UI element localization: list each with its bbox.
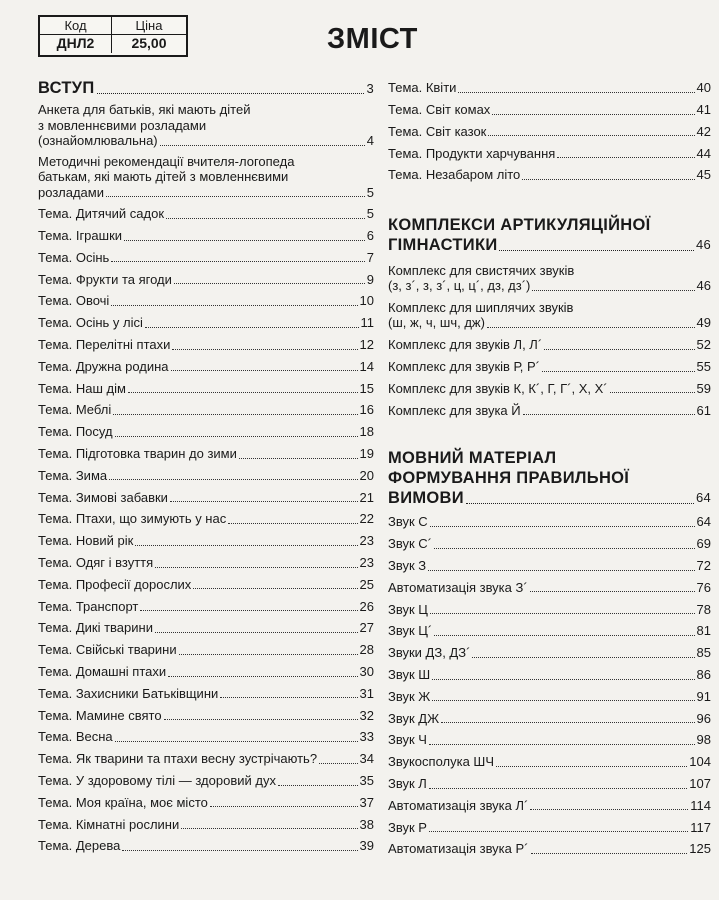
dot-leader	[530, 809, 688, 810]
dot-leader	[429, 744, 695, 745]
toc-sound-entries	[388, 508, 711, 857]
dot-leader	[432, 700, 694, 701]
toc-multiline-entries	[38, 102, 374, 200]
page-number: 22	[359, 511, 374, 527]
entry-title: Тема. Квіти	[388, 80, 457, 96]
page-number: 42	[696, 123, 711, 139]
toc-entry[interactable]	[38, 396, 374, 418]
toc-entry[interactable]	[388, 726, 711, 748]
page-number: 107	[689, 776, 711, 792]
toc-entry[interactable]	[38, 832, 374, 854]
price-value: 25,00	[131, 35, 167, 51]
dot-leader	[115, 741, 358, 742]
dot-leader	[174, 283, 365, 284]
entry-title: Тема. Незабаром літо	[388, 167, 521, 183]
dot-leader	[319, 763, 357, 764]
dot-leader	[140, 610, 357, 611]
entry-title-line: Анкета для батьків, які мають дітей	[38, 102, 251, 117]
page-number: 37	[359, 794, 374, 810]
page-number: 12	[359, 337, 374, 353]
toc-right-column	[388, 74, 711, 857]
dot-leader	[115, 436, 358, 437]
toc-entry[interactable]	[38, 527, 374, 549]
page-number: 72	[696, 558, 711, 574]
dot-leader	[532, 290, 694, 291]
entry-title: Тема. Одяг і взуття	[38, 555, 154, 571]
page-number: 104	[689, 754, 711, 770]
toc-entry[interactable]	[38, 549, 374, 571]
dot-leader	[171, 370, 358, 371]
dot-leader	[429, 788, 687, 789]
page-number: 96	[696, 710, 711, 726]
page-number: 15	[359, 380, 374, 396]
page-number: 117	[690, 819, 711, 835]
page-number: 5	[366, 206, 374, 222]
entry-title: Тема. Птахи, що зимують у нас	[38, 511, 227, 527]
entry-title: Звук Р	[388, 819, 427, 835]
entry-title: Звук С	[388, 514, 428, 530]
entry-title: Звук Л	[388, 776, 427, 792]
toc-entry[interactable]	[388, 639, 711, 661]
page-number: 21	[359, 489, 374, 505]
dot-leader	[544, 349, 694, 350]
page-number: 5	[366, 184, 374, 200]
entry-title: Тема. Весна	[38, 729, 113, 745]
toc-entry[interactable]	[38, 265, 374, 287]
dot-leader	[472, 657, 694, 658]
toc-section-intro[interactable]	[38, 74, 374, 98]
entry-title-line: (ознайомлювальна)	[38, 133, 158, 148]
entry-title: Тема. Іграшки	[38, 228, 123, 244]
dot-leader	[109, 479, 357, 480]
entry-title: Звук З	[388, 558, 427, 574]
section-title-line: МОВНИЙ МАТЕРІАЛ	[388, 449, 557, 468]
page-number: 41	[696, 102, 711, 118]
dot-leader	[430, 613, 695, 614]
entry-title: Звук С´	[388, 536, 432, 552]
page-number: 27	[359, 620, 374, 636]
dot-leader	[542, 371, 695, 372]
page-number: 114	[690, 797, 711, 813]
dot-leader	[106, 196, 365, 197]
entry-title: Тема. Моя країна, моє місто	[38, 794, 208, 810]
dot-leader	[530, 591, 695, 592]
dot-leader	[239, 458, 358, 459]
toc-entry[interactable]	[38, 462, 374, 484]
toc-entry[interactable]	[38, 222, 374, 244]
entry-title: Тема. Як тварини та птахи весну зустрічають?	[38, 751, 318, 767]
dot-leader	[193, 588, 357, 589]
entry-title-line: батькам, які мають дітей з мовленнєвими	[38, 169, 289, 184]
dot-leader	[220, 697, 357, 698]
code-value: ДНЛ2	[40, 35, 112, 53]
page-number: 49	[696, 315, 711, 331]
toc-entry[interactable]	[388, 530, 711, 552]
entry-title: Тема. Продукти харчування	[388, 145, 556, 161]
toc-complex-multiline	[388, 263, 711, 331]
toc-entry[interactable]	[38, 745, 374, 767]
section-title-line: КОМПЛЕКСИ АРТИКУЛЯЦІЙНОЇ	[388, 215, 651, 234]
dot-leader	[210, 806, 358, 807]
toc-entry[interactable]	[38, 571, 374, 593]
entry-title: Звук Ц	[388, 601, 428, 617]
entry-title: Тема. Кімнатні рослини	[38, 816, 180, 832]
entry-title: Тема. Дерева	[38, 838, 121, 854]
page-number: 28	[359, 642, 374, 658]
entry-title: Автоматизація звука Л´	[388, 797, 529, 813]
toc-entry[interactable]	[38, 418, 374, 440]
page-number: 38	[359, 816, 374, 832]
dot-leader	[179, 654, 358, 655]
page-number: 55	[696, 359, 711, 375]
toc-entry[interactable]	[388, 574, 711, 596]
toc-entry[interactable]	[38, 440, 374, 462]
entry-title-line: Комплекс для свистячих звуків	[388, 262, 575, 278]
page-number: 45	[696, 167, 711, 183]
toc-entry[interactable]	[38, 636, 374, 658]
entry-title: Тема. Світ казок	[388, 123, 487, 139]
entry-title: Тема. Овочі	[38, 293, 110, 309]
entry-title: Тема. Зима	[38, 467, 108, 483]
entry-title: Тема. Наш дім	[38, 380, 126, 396]
entry-title: Тема. Перелітні птахи	[38, 337, 171, 353]
toc-entry[interactable]	[388, 770, 711, 792]
entry-title: Звук Ц´	[388, 623, 433, 639]
dot-leader	[111, 305, 357, 306]
dot-leader	[428, 570, 694, 571]
page-number: 32	[359, 707, 374, 723]
page-number: 23	[359, 555, 374, 571]
toc-entry[interactable]	[388, 353, 711, 375]
dot-leader	[429, 831, 688, 832]
toc-multiline-entry[interactable]	[388, 263, 711, 294]
toc-entry[interactable]	[388, 683, 711, 705]
toc-entry[interactable]	[388, 792, 711, 814]
dot-leader	[557, 157, 694, 158]
dot-leader	[523, 414, 695, 415]
page-number: 18	[359, 424, 374, 440]
toc-left-column	[38, 74, 374, 854]
page-number: 6	[366, 228, 374, 244]
entry-title: Тема. Дикі тварини	[38, 620, 153, 636]
page-number: 85	[696, 645, 711, 661]
dot-leader	[155, 567, 357, 568]
page-number: 98	[696, 732, 711, 748]
toc-entry[interactable]	[388, 595, 711, 617]
toc-entry[interactable]	[388, 748, 711, 770]
toc-entry[interactable]	[38, 614, 374, 636]
page-number: 11	[360, 315, 374, 331]
page-number: 81	[696, 623, 711, 639]
entry-title: Тема. Осінь	[38, 249, 110, 265]
toc-entry[interactable]	[388, 96, 711, 118]
entry-title: Тема. Осінь у лісі	[38, 315, 143, 331]
toc-multiline-entry[interactable]	[38, 102, 374, 149]
page-number: 91	[696, 688, 711, 704]
section-title-line: ВИМОВИ	[388, 489, 464, 508]
page-number: 25	[359, 576, 374, 592]
dot-leader	[160, 145, 365, 146]
page-number: 7	[366, 249, 374, 265]
toc-entry[interactable]	[388, 396, 711, 418]
entry-title: Тема. Транспорт	[38, 598, 139, 614]
entry-title: Звуки ДЗ, ДЗ´	[388, 645, 471, 661]
entry-title: Тема. Новий рік	[38, 533, 134, 549]
entry-title: Звук ДЖ	[388, 710, 440, 726]
page-number: 46	[696, 278, 711, 294]
page-number: 125	[689, 841, 711, 857]
dot-leader	[432, 679, 694, 680]
dot-leader	[531, 853, 688, 854]
section-title-line: ФОРМУВАННЯ ПРАВИЛЬНОЇ	[388, 469, 630, 488]
page-number: 64	[696, 514, 711, 530]
dot-leader	[124, 240, 365, 241]
toc-entry[interactable]	[388, 74, 711, 96]
entry-title: Тема. Захисники Батьківщини	[38, 685, 219, 701]
entry-title: Тема. Підготовка тварин до зими	[38, 446, 237, 462]
page-number: 35	[359, 773, 374, 789]
toc-section-articulation[interactable]	[388, 215, 711, 255]
toc-entry[interactable]	[38, 723, 374, 745]
entry-title: Звук Ч	[388, 732, 427, 748]
toc-entry[interactable]	[38, 505, 374, 527]
toc-entry[interactable]	[388, 552, 711, 574]
dot-leader	[128, 392, 358, 393]
entry-title: Комплекс для звуків К, К´, Г, Г´, Х, Х´	[388, 380, 608, 396]
entry-title: Тема. Свійські тварини	[38, 642, 177, 658]
page-number: 34	[359, 751, 374, 767]
entry-title: Тема. Посуд	[38, 424, 113, 440]
entry-title: Комплекс для звуків Р, Р´	[388, 359, 540, 375]
dot-leader	[434, 635, 694, 636]
toc-entry[interactable]	[388, 661, 711, 683]
dot-leader	[97, 93, 365, 94]
dot-leader	[172, 349, 357, 350]
toc-entry[interactable]	[388, 375, 711, 397]
page-number: 61	[696, 402, 711, 418]
page-number: 30	[359, 664, 374, 680]
toc-entry[interactable]	[388, 835, 711, 857]
dot-leader	[145, 327, 359, 328]
page-number: 23	[359, 533, 374, 549]
toc-entries	[38, 200, 374, 854]
entry-title: Автоматизація звука З´	[388, 579, 528, 595]
page-number: 52	[696, 337, 711, 353]
section-title: ВСТУП	[38, 79, 95, 97]
toc-entry[interactable]	[388, 617, 711, 639]
page-title: ЗМІСТ	[327, 23, 418, 55]
toc-entry[interactable]	[38, 592, 374, 614]
dot-leader	[228, 523, 357, 524]
code-price-table	[38, 15, 188, 57]
page-number: 4	[366, 133, 374, 148]
dot-leader	[441, 722, 694, 723]
page-number: 14	[359, 358, 374, 374]
toc-entry[interactable]	[388, 161, 711, 183]
dot-leader	[113, 414, 357, 415]
entry-title-line: з мовленнєвими розладами	[38, 117, 207, 133]
entry-title: Звукосполука ШЧ	[388, 754, 494, 770]
page-number: 20	[359, 467, 374, 483]
page-number: 19	[359, 446, 374, 462]
dot-leader	[434, 548, 695, 549]
dot-leader	[458, 92, 694, 93]
page-number: 76	[696, 579, 711, 595]
page-number: 10	[359, 293, 374, 309]
toc-entry[interactable]	[38, 789, 374, 811]
toc-entry[interactable]	[38, 701, 374, 723]
dot-leader	[278, 785, 358, 786]
entry-title: Тема. Фрукти та ягоди	[38, 271, 172, 287]
toc-entry[interactable]	[38, 810, 374, 832]
toc-entry[interactable]	[388, 139, 711, 161]
page-number: 3	[366, 81, 374, 96]
entry-title: Тема. Меблі	[38, 402, 112, 418]
dot-leader	[170, 501, 358, 502]
entry-title: Звук Ш	[388, 667, 431, 683]
page-number: 46	[695, 236, 711, 252]
dot-leader	[111, 261, 364, 262]
page-number: 44	[696, 145, 711, 161]
toc-entry[interactable]	[38, 483, 374, 505]
entry-title: Тема. Дитячий садок	[38, 206, 165, 222]
entry-title: Тема. Домашні птахи	[38, 664, 167, 680]
page-number: 86	[696, 667, 711, 683]
toc-section-language[interactable]	[388, 448, 711, 508]
toc-entry[interactable]	[388, 508, 711, 530]
dot-leader	[155, 632, 358, 633]
entry-title: Тема. Мамине свято	[38, 707, 162, 723]
dot-leader	[168, 676, 357, 677]
page-number: 9	[366, 271, 374, 287]
dot-leader	[610, 392, 695, 393]
toc-entry[interactable]	[38, 680, 374, 702]
toc-complex-entries	[388, 331, 711, 418]
entry-title: Тема. У здоровому тілі — здоровий дух	[38, 773, 276, 789]
dot-leader	[488, 135, 694, 136]
price-label: Ціна	[112, 17, 186, 35]
dot-leader	[492, 114, 694, 115]
dot-leader	[166, 218, 365, 219]
toc-entry[interactable]	[38, 331, 374, 353]
entry-title: Тема. Зимові забавки	[38, 489, 168, 505]
dot-leader	[522, 179, 694, 180]
toc-entry[interactable]	[388, 813, 711, 835]
dot-leader	[135, 545, 357, 546]
toc-multiline-entry[interactable]	[38, 154, 374, 201]
entry-title: Комплекс для звука Й	[388, 402, 521, 418]
entry-title-line: Методичні рекомендації вчителя-логопеда	[38, 153, 295, 169]
dot-leader	[430, 526, 695, 527]
toc-entries-top	[388, 74, 711, 183]
page-number: 26	[359, 598, 374, 614]
entry-title-line: (ш, ж, ч, шч, дж)	[388, 315, 485, 331]
page-number: 59	[696, 380, 711, 396]
dot-leader	[496, 766, 687, 767]
toc-entry[interactable]	[38, 658, 374, 680]
toc-entry[interactable]	[38, 200, 374, 222]
entry-title-line: (з, з´, з, з´, ц, ц´, дз, дз´)	[388, 278, 531, 294]
entry-title: Тема. Професії дорослих	[38, 576, 192, 592]
dot-leader	[181, 828, 357, 829]
toc-entry[interactable]	[38, 353, 374, 375]
toc-entry[interactable]	[38, 244, 374, 266]
entry-title: Автоматизація звука Р´	[388, 841, 529, 857]
entry-title-line: розладами	[38, 184, 104, 200]
toc-entry[interactable]	[38, 374, 374, 396]
dot-leader	[466, 503, 694, 504]
entry-title: Тема. Світ комах	[388, 102, 491, 118]
page-number: 64	[695, 490, 711, 506]
page-number: 39	[359, 838, 374, 854]
entry-title: Комплекс для звуків Л, Л´	[388, 337, 543, 353]
entry-title: Звук Ж	[388, 688, 431, 704]
toc-entry[interactable]	[388, 331, 711, 353]
page-number: 16	[359, 402, 374, 418]
toc-entry[interactable]	[388, 118, 711, 140]
toc-entry[interactable]	[38, 309, 374, 331]
page-number: 33	[359, 729, 374, 745]
entry-title-line: Комплекс для шиплячих звуків	[388, 299, 574, 315]
page-number: 31	[359, 685, 374, 701]
dot-leader	[499, 250, 693, 251]
dot-leader	[164, 719, 358, 720]
page-number: 69	[696, 536, 711, 552]
dot-leader	[122, 850, 357, 851]
page-number: 78	[696, 601, 711, 617]
toc-entry[interactable]	[38, 767, 374, 789]
entry-title: Тема. Дружна родина	[38, 358, 169, 374]
section-title-line: ГІМНАСТИКИ	[388, 235, 498, 254]
dot-leader	[487, 327, 695, 328]
page-number: 40	[696, 80, 711, 96]
toc-multiline-entry[interactable]	[388, 300, 711, 331]
toc-entry[interactable]	[38, 287, 374, 309]
toc-entry[interactable]	[388, 704, 711, 726]
code-label: Код	[40, 17, 112, 35]
